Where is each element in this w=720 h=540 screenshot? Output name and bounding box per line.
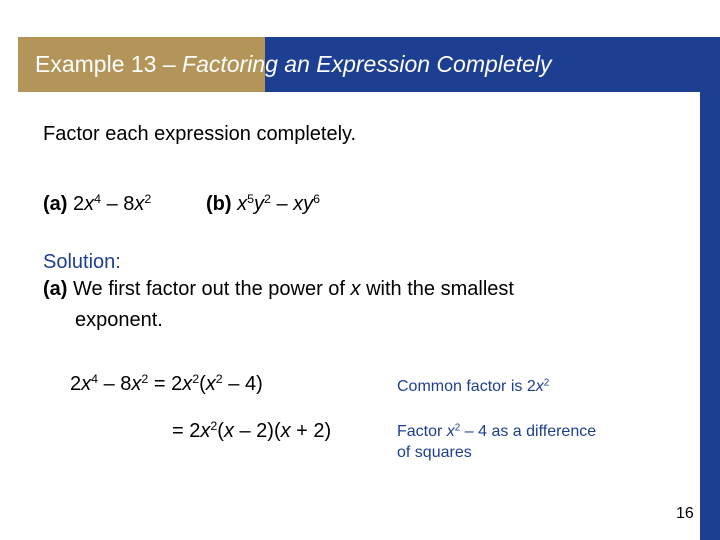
problem-a-label: (a): [43, 193, 68, 215]
problem-a: (a) $2x^4 - 8x^2$: [43, 192, 152, 215]
solution-text-line2: exponent.: [75, 309, 163, 331]
solution-label: Solution:: [43, 251, 121, 273]
right-accent-strip: [700, 92, 720, 540]
slide-title: [35, 51, 551, 78]
problem-b: (b) $x^5y^2 - xy^6$: [206, 192, 321, 215]
solution-part-label: (a): [43, 278, 68, 300]
note-common-factor: Common factor is $2x^2$: [397, 377, 550, 395]
title-bar: [18, 37, 720, 92]
title-prefix: Example 13 –: [35, 51, 183, 77]
equation-row-1: $2x^4 - 8x^2 = 2x^2(x^2 - 4)$: [70, 372, 263, 395]
equation-row-2: = $2x^2(x - 2)(x + 2)$: [172, 419, 332, 442]
page-number: 16: [676, 505, 694, 522]
title-emph: Factoring an Expression Completely: [182, 51, 552, 77]
instruction-text: Factor each expression completely.: [43, 123, 357, 145]
note-difference-of-squares: Factor $x^2 - 4$ as a difference of squares: [397, 422, 597, 461]
problem-b-label: (b): [206, 193, 232, 215]
solution-text-line1: (a) We first factor out the power of x with the smallest: [43, 278, 514, 300]
